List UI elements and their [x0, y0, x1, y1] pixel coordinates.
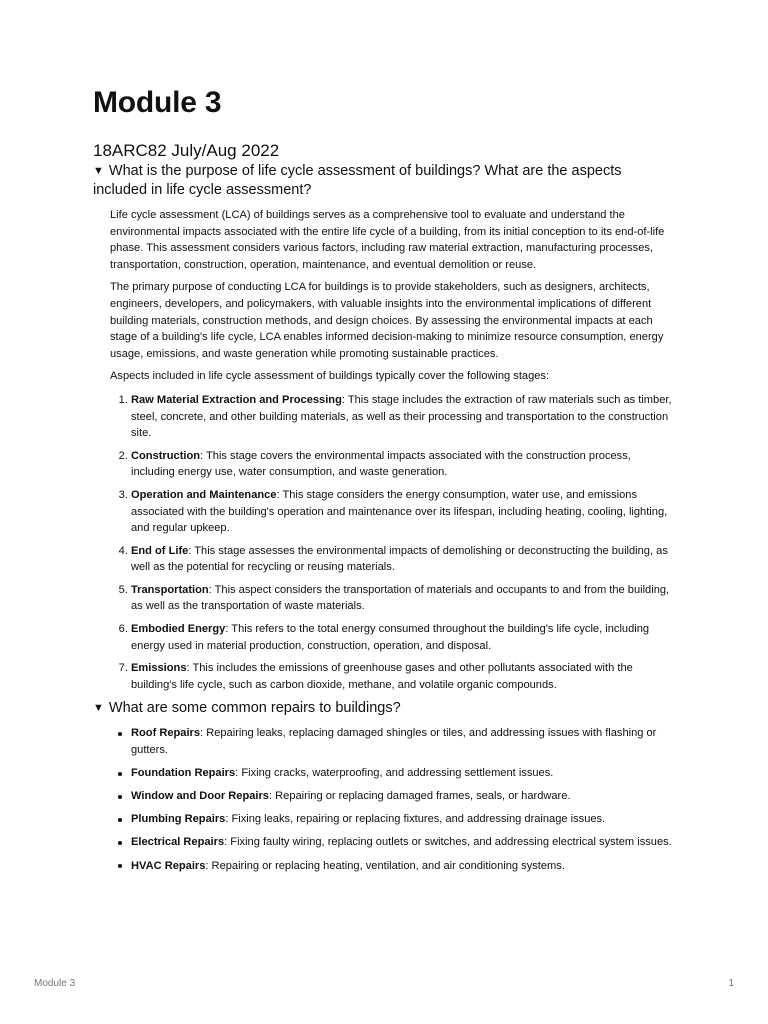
list-item-desc: : Fixing cracks, waterproofing, and addressing settlement issues. [235, 767, 554, 780]
list-item-term: Electrical Repairs [131, 836, 225, 849]
list-item-desc: : Repairing or replacing heating, ventilation, and air conditioning systems. [205, 859, 565, 872]
list-item [131, 621, 673, 654]
list-item [131, 448, 673, 481]
list-item-desc: : This stage considers the energy consumption, water use, and emissions associated with the building's operation and maintenance over its lifespan, including heating, cooling, lighting, and regular upkeep. [131, 488, 668, 535]
list-item-term: Raw Material Extraction and Processing [131, 393, 342, 406]
list-item-desc: : Repairing or replacing damaged frames, seals, or hardware. [268, 790, 571, 803]
list-item-term: Roof Repairs [131, 727, 201, 740]
list-item [131, 765, 673, 782]
footer-title: Module 3 [34, 978, 76, 989]
list-item [131, 858, 673, 875]
list-item-term: Foundation Repairs [131, 767, 236, 780]
exam-heading: 18ARC82 July/Aug 2022 [93, 141, 280, 160]
list-item [131, 834, 673, 851]
question-text: What is the purpose of life cycle assessment of buildings? What are the aspects included in life cycle assessment? [93, 163, 622, 198]
list-item-term: Operation and Maintenance [131, 488, 277, 501]
repairs-list [110, 725, 673, 874]
list-item-term: Construction [131, 449, 201, 462]
list-item-term: Emissions [131, 662, 187, 675]
page-content [93, 84, 673, 881]
list-item-term: Window and Door Repairs [131, 790, 269, 803]
list-item [131, 788, 673, 805]
list-item-desc: : This refers to the total energy consumed throughout the building's life cycle, including energy used in material production, construction, operation, and disposal. [131, 623, 650, 652]
list-item-term: Transportation [131, 583, 209, 596]
list-item-desc: : This includes the emissions of greenhouse gases and other pollutants associated with the building's life cycle, such as carbon dioxide, methane, and volatile organic compounds. [131, 662, 633, 691]
page-title: Module 3 [93, 86, 222, 119]
list-item-desc: : Fixing faulty wiring, replacing outlets or switches, and addressing electrical system issues. [224, 836, 672, 849]
list-item-desc: : This stage includes the extraction of raw materials such as timber, steel, concrete, and other building materials, as well as their processing and transportation to the construction site. [131, 393, 672, 440]
question-text: What are some common repairs to buildings? [108, 700, 401, 717]
paragraph: Life cycle assessment (LCA) of buildings serves as a comprehensive tool to evaluate and understand the environmental impacts associated with the entire life cycle of a building, from its initial conception to its end-of-life phase. This assessment considers various factors, including raw material extraction, manufacturing processes, transportation, construction, operation, maintenance, and eventual demolition or reuse. [110, 209, 665, 271]
list-item [131, 392, 673, 442]
list-item-desc: : Fixing leaks, repairing or replacing fixtures, and addressing drainage issues. [225, 813, 606, 826]
list-item-desc: : Repairing leaks, replacing damaged shingles or tiles, and addressing issues with flashing or gutters. [131, 727, 657, 757]
list-item-desc: : This stage assesses the environmental impacts of demolishing or deconstructing the building, as well as the potential for recycling or reusing materials. [131, 544, 668, 574]
list-item-term: Plumbing Repairs [131, 813, 226, 826]
list-item [131, 543, 673, 576]
list-item-term: HVAC Repairs [131, 859, 206, 872]
list-item [131, 582, 673, 615]
paragraph: Aspects included in life cycle assessment of buildings typically cover the following stages: [110, 370, 550, 383]
toggle-question-lca[interactable] [93, 162, 673, 200]
list-item-term: Embodied Energy [131, 623, 226, 636]
page-number: 1 [728, 978, 734, 989]
list-item [131, 725, 673, 758]
list-item-desc: : This stage covers the environmental impacts associated with the construction process, including energy use, water consumption, and waste generation. [131, 449, 631, 479]
triangle-down-icon[interactable]: ▼ [93, 165, 104, 177]
paragraph: The primary purpose of conducting LCA for buildings is to provide stakeholders, such as designers, architects, engineers, developers, and policymakers, with valuable insights into the environmental implications of different building materials, construction methods, and design choices. By assessing the environmental impacts at each stage of a building's life cycle, LCA enables informed decision-making to minimize resource consumption, energy usage, emissions, and waste generation while promoting sustainable practices. [110, 281, 664, 360]
toggle-body-lca [110, 207, 673, 693]
list-item [131, 660, 673, 693]
list-item [131, 811, 673, 828]
toggle-question-repairs[interactable] [93, 699, 673, 718]
list-item-term: End of Life [131, 544, 189, 557]
list-item [131, 487, 673, 537]
triangle-down-icon[interactable]: ▼ [93, 702, 104, 715]
stages-list [110, 392, 673, 694]
toggle-body-repairs [110, 725, 673, 874]
list-item-desc: : This aspect considers the transportation of materials and occupants to and from the building, as well as the transportation of waste materials. [131, 583, 670, 613]
